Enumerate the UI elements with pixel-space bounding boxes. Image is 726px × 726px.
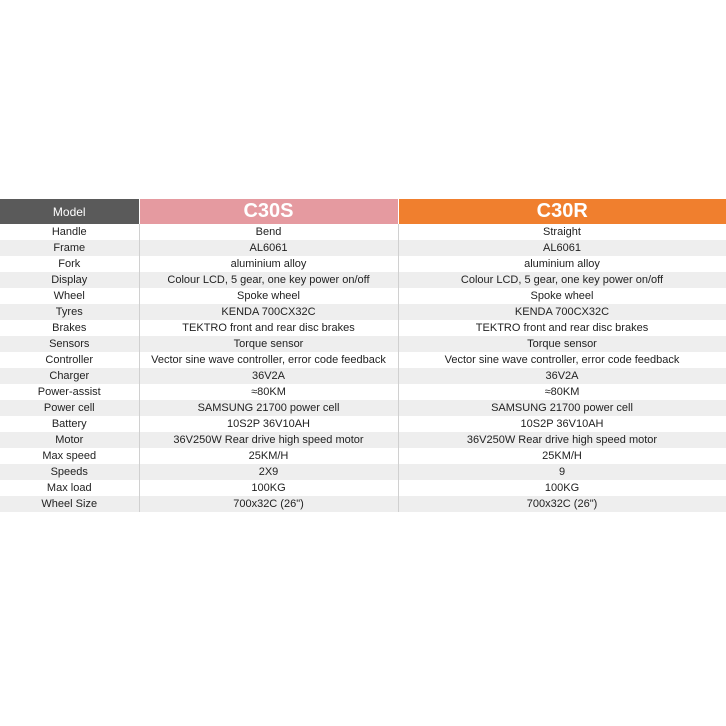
table-row: [0, 240, 726, 256]
table-row: [0, 336, 726, 352]
table-row: [0, 432, 726, 448]
c30r-value: 36V2A: [398, 368, 726, 384]
spec-label: Display: [0, 272, 139, 288]
c30r-value: SAMSUNG 21700 power cell: [398, 400, 726, 416]
c30s-value: AL6061: [139, 240, 398, 256]
table-row: [0, 304, 726, 320]
c30s-value: TEKTRO front and rear disc brakes: [139, 320, 398, 336]
c30s-value: 700x32C (26"): [139, 496, 398, 512]
spec-label: Wheel: [0, 288, 139, 304]
table-row: [0, 416, 726, 432]
table-row: [0, 464, 726, 480]
c30r-value: 25KM/H: [398, 448, 726, 464]
c30r-value: TEKTRO front and rear disc brakes: [398, 320, 726, 336]
c30s-value: 2X9: [139, 464, 398, 480]
c30r-value: aluminium alloy: [398, 256, 726, 272]
c30s-value: aluminium alloy: [139, 256, 398, 272]
spec-label: Handle: [0, 224, 139, 240]
spec-rows: [0, 224, 726, 512]
spec-label: Brakes: [0, 320, 139, 336]
spec-label: Max speed: [0, 448, 139, 464]
spec-label: Wheel Size: [0, 496, 139, 512]
c30r-value: 36V250W Rear drive high speed motor: [398, 432, 726, 448]
spec-label: Tyres: [0, 304, 139, 320]
table-row: [0, 368, 726, 384]
c30r-value: Spoke wheel: [398, 288, 726, 304]
spec-label: Power-assist: [0, 384, 139, 400]
spec-label: Sensors: [0, 336, 139, 352]
table-row: [0, 496, 726, 512]
table-row: [0, 448, 726, 464]
header-row: [0, 199, 726, 224]
c30s-value: 100KG: [139, 480, 398, 496]
table-row: [0, 320, 726, 336]
spec-label: Max load: [0, 480, 139, 496]
c30s-value: SAMSUNG 21700 power cell: [139, 400, 398, 416]
c30s-value: Torque sensor: [139, 336, 398, 352]
c30s-header: C30S: [139, 199, 398, 224]
spec-label: Power cell: [0, 400, 139, 416]
spec-label: Charger: [0, 368, 139, 384]
c30s-value: KENDA 700CX32C: [139, 304, 398, 320]
spec-label: Controller: [0, 352, 139, 368]
c30s-value: Spoke wheel: [139, 288, 398, 304]
spec-label: Battery: [0, 416, 139, 432]
c30s-value: 25KM/H: [139, 448, 398, 464]
c30s-value: Bend: [139, 224, 398, 240]
c30s-value: 36V2A: [139, 368, 398, 384]
table-row: [0, 352, 726, 368]
c30r-value: 700x32C (26"): [398, 496, 726, 512]
c30s-value: Colour LCD, 5 gear, one key power on/off: [139, 272, 398, 288]
c30r-value: KENDA 700CX32C: [398, 304, 726, 320]
table-row: [0, 288, 726, 304]
c30r-value: ≈80KM: [398, 384, 726, 400]
c30r-value: Torque sensor: [398, 336, 726, 352]
c30s-value: ≈80KM: [139, 384, 398, 400]
c30r-value: 10S2P 36V10AH: [398, 416, 726, 432]
c30r-value: 100KG: [398, 480, 726, 496]
table-row: [0, 272, 726, 288]
c30s-value: 10S2P 36V10AH: [139, 416, 398, 432]
spec-label: Speeds: [0, 464, 139, 480]
c30r-value: 9: [398, 464, 726, 480]
c30r-header: C30R: [398, 199, 726, 224]
c30r-value: AL6061: [398, 240, 726, 256]
spec-label: Fork: [0, 256, 139, 272]
c30s-value: Vector sine wave controller, error code feedback: [139, 352, 398, 368]
model-header-label: Model: [0, 199, 139, 224]
spec-label: Frame: [0, 240, 139, 256]
spec-comparison-table: [0, 199, 726, 512]
c30r-value: Straight: [398, 224, 726, 240]
table-row: [0, 400, 726, 416]
c30r-value: Colour LCD, 5 gear, one key power on/off: [398, 272, 726, 288]
spec-label: Motor: [0, 432, 139, 448]
table-row: [0, 480, 726, 496]
c30r-value: Vector sine wave controller, error code feedback: [398, 352, 726, 368]
c30s-value: 36V250W Rear drive high speed motor: [139, 432, 398, 448]
table-row: [0, 256, 726, 272]
table-row: [0, 384, 726, 400]
table-row: [0, 224, 726, 240]
